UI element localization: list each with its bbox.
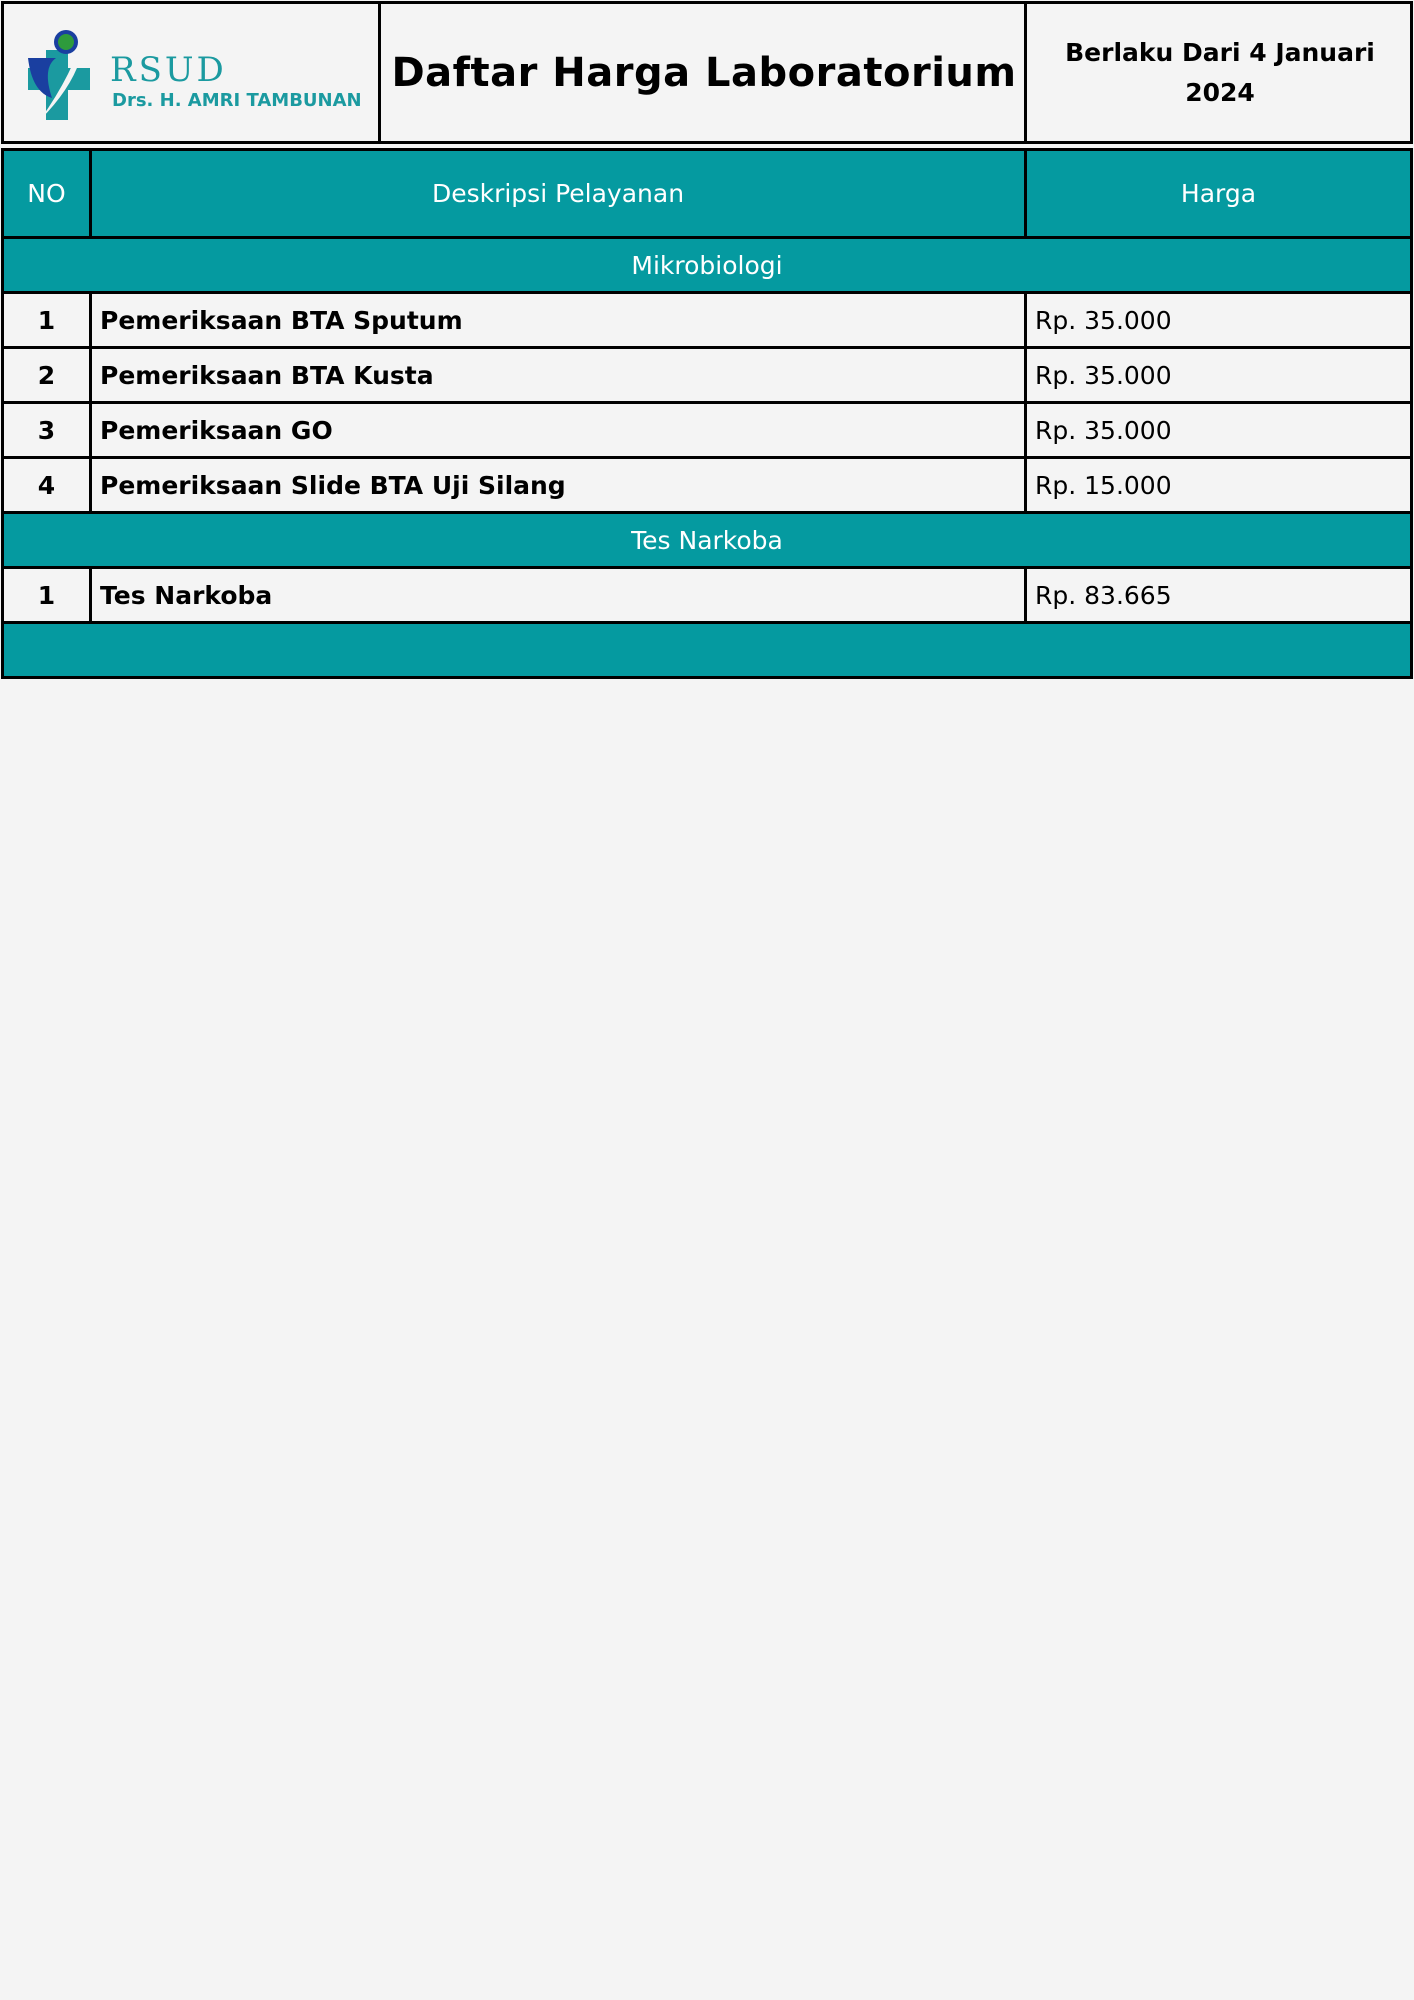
row-description: Pemeriksaan BTA Sputum — [92, 294, 1027, 346]
table-row — [4, 569, 1410, 624]
hospital-logo — [26, 28, 366, 124]
row-price: Rp. 35.000 — [1035, 415, 1172, 445]
group-header-mikrobiologi: Mikrobiologi — [4, 239, 1410, 294]
document-header — [1, 1, 1413, 144]
row-price: Rp. 15.000 — [1035, 470, 1172, 500]
table-row — [4, 404, 1410, 459]
row-price: Rp. 35.000 — [1035, 305, 1172, 335]
table-footer-band — [4, 624, 1410, 679]
row-number: 2 — [4, 349, 92, 401]
date-cell — [1030, 4, 1410, 141]
logo-abbr: RSUD — [110, 50, 227, 90]
column-header-price: Harga — [1180, 179, 1257, 208]
column-header-no: NO — [4, 151, 92, 236]
row-number: 3 — [4, 404, 92, 456]
row-description: Pemeriksaan BTA Kusta — [92, 349, 1027, 401]
row-description: Pemeriksaan GO — [92, 404, 1027, 456]
table-row — [4, 459, 1410, 514]
table-header-row — [4, 151, 1410, 239]
row-number: 1 — [4, 294, 92, 346]
page-title: Daftar Harga Laboratorium — [391, 49, 1017, 96]
row-price: Rp. 83.665 — [1035, 580, 1172, 610]
row-description: Pemeriksaan Slide BTA Uji Silang — [92, 459, 1027, 511]
medical-cross-icon — [26, 28, 106, 124]
group-header-tes-narkoba: Tes Narkoba — [4, 514, 1410, 569]
table-row — [4, 294, 1410, 349]
title-cell — [384, 4, 1027, 141]
row-price: Rp. 35.000 — [1035, 360, 1172, 390]
row-number: 4 — [4, 459, 92, 511]
price-table — [1, 148, 1413, 679]
logo-cell — [4, 4, 381, 141]
row-number: 1 — [4, 569, 92, 621]
table-row — [4, 349, 1410, 404]
logo-hospital-name: Drs. H. AMRI TAMBUNAN — [112, 90, 362, 111]
column-header-description: Deskripsi Pelayanan — [92, 151, 1027, 236]
row-description: Tes Narkoba — [92, 569, 1027, 621]
effective-date: Berlaku Dari 4 Januari 2024 — [1065, 37, 1375, 107]
